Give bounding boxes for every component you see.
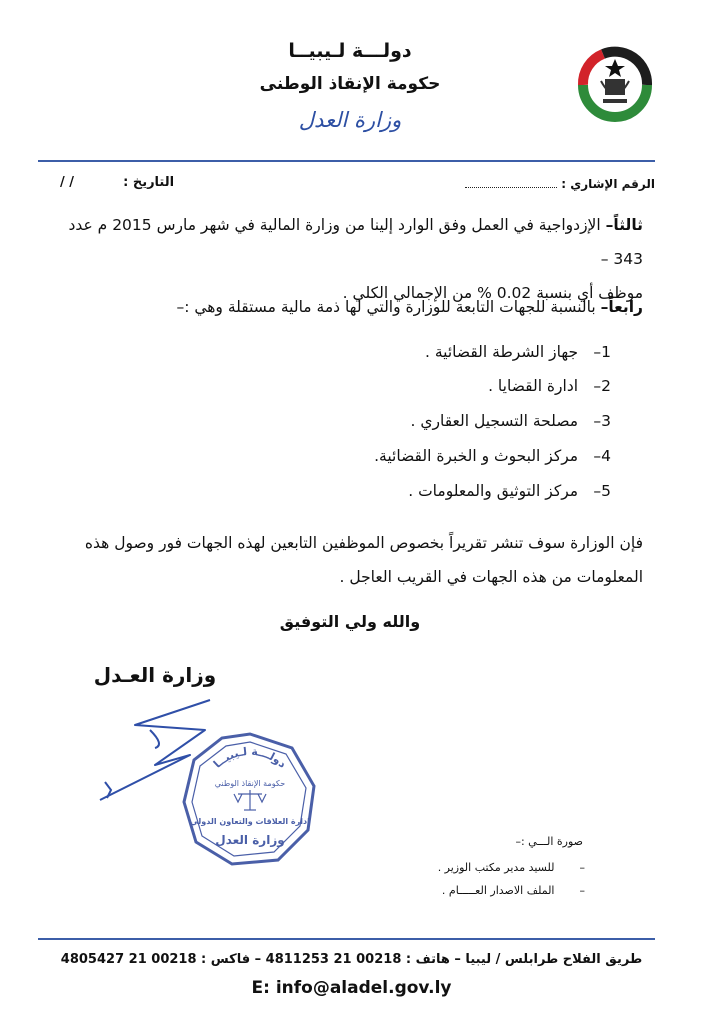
- list-item: [488, 377, 611, 395]
- list-item-number: 5–: [593, 482, 611, 500]
- list-item: [408, 482, 611, 500]
- stamp-line-3: إدارة العلاقات والتعاون الدولي: [190, 817, 310, 826]
- list-item: [425, 343, 611, 361]
- list-item-number: 1–: [593, 343, 611, 361]
- copies-label: صورة الـــي :–: [515, 835, 583, 848]
- header-rule: [38, 160, 655, 162]
- ref-row: [465, 177, 655, 191]
- ref-label: الرقم الإشاري :: [561, 177, 655, 191]
- list-item-text: مركز التوثيق والمعلومات .: [408, 482, 579, 500]
- paragraph-third-text: الإزدواجية في العمل وفق الوارد إلينا من وزارة المالية في شهر مارس 2015 م عدد 343 –: [68, 216, 643, 268]
- date-label: التاريخ :: [123, 175, 175, 190]
- date-row: [60, 175, 174, 190]
- paragraph-report: [53, 526, 643, 594]
- paragraph-fourth-text: بالنسبة للجهات التابعة للوزارة والتي لها ذمة مالية مستقلة وهي :–: [176, 298, 596, 316]
- footer-email[interactable]: E: info@aladel.gov.ly: [251, 978, 452, 998]
- emblem-icon: [575, 45, 655, 125]
- copies-dash: –: [579, 884, 585, 897]
- stamp-top-text: دولـــة لـيبيــا: [211, 744, 289, 771]
- header-ministry: وزارة العدل: [298, 108, 402, 132]
- copies-item: [442, 884, 585, 897]
- paragraph-report-line1: فإن الوزارة سوف تنشر تقريراً بخصوص الموظفين التابعين لهذه الجهات فور وصول هذه: [84, 534, 643, 552]
- closing-phrase: والله ولي التوفيق: [279, 612, 421, 631]
- ref-dots: [465, 177, 557, 188]
- list-item: [411, 412, 611, 430]
- copies-item-text: الملف الاصدار العـــــام .: [441, 884, 555, 897]
- list-item-text: جهاز الشرطة القضائية .: [425, 343, 579, 361]
- paragraph-fourth-label: رابعاً–: [600, 298, 643, 316]
- footer-rule: [38, 938, 655, 940]
- date-value: / /: [60, 175, 75, 190]
- official-stamp: [180, 730, 320, 870]
- paragraph-third-line2: موظف أي بنسبة 0.02 % من الإجمالي الكلي .: [342, 284, 643, 302]
- list-item-number: 2–: [593, 377, 611, 395]
- signature-title: وزارة العـدل: [93, 663, 217, 687]
- copies-item: [438, 861, 585, 874]
- list-item-number: 3–: [593, 412, 611, 430]
- header-country: دولـــة لـيبيــا: [288, 40, 412, 62]
- stamp-bottom-text: وزارة العدل: [215, 833, 285, 847]
- header-government: حكومة الإنقاذ الوطنى: [259, 74, 441, 94]
- scales-icon: [234, 790, 266, 810]
- list-item: [374, 447, 611, 465]
- list-item-number: 4–: [593, 447, 611, 465]
- paragraph-third-line1: [53, 208, 643, 276]
- copies-item-text: للسيد مدير مكتب الوزير .: [437, 861, 555, 874]
- footer-address: طريق الفلاح طرابلس / ليبيا – هاتف : 00218 21 4811253 – فاكس : 00218 21 4805427: [60, 952, 643, 967]
- list-item-text: مصلحة التسجيل العقاري .: [410, 412, 579, 430]
- copies-dash: –: [579, 861, 585, 874]
- list-item-text: ادارة القضايا .: [488, 377, 579, 395]
- paragraph-fourth: [53, 290, 643, 324]
- list-item-text: مركز البحوث و الخبرة القضائية.: [374, 447, 579, 465]
- paragraph-report-line2: المعلومات من هذه الجهات في القريب العاجل .: [339, 568, 643, 586]
- stamp-line-2: حكومة الإنقاذ الوطني: [214, 779, 286, 788]
- paragraph-third-label: ثالثاً–: [605, 216, 643, 234]
